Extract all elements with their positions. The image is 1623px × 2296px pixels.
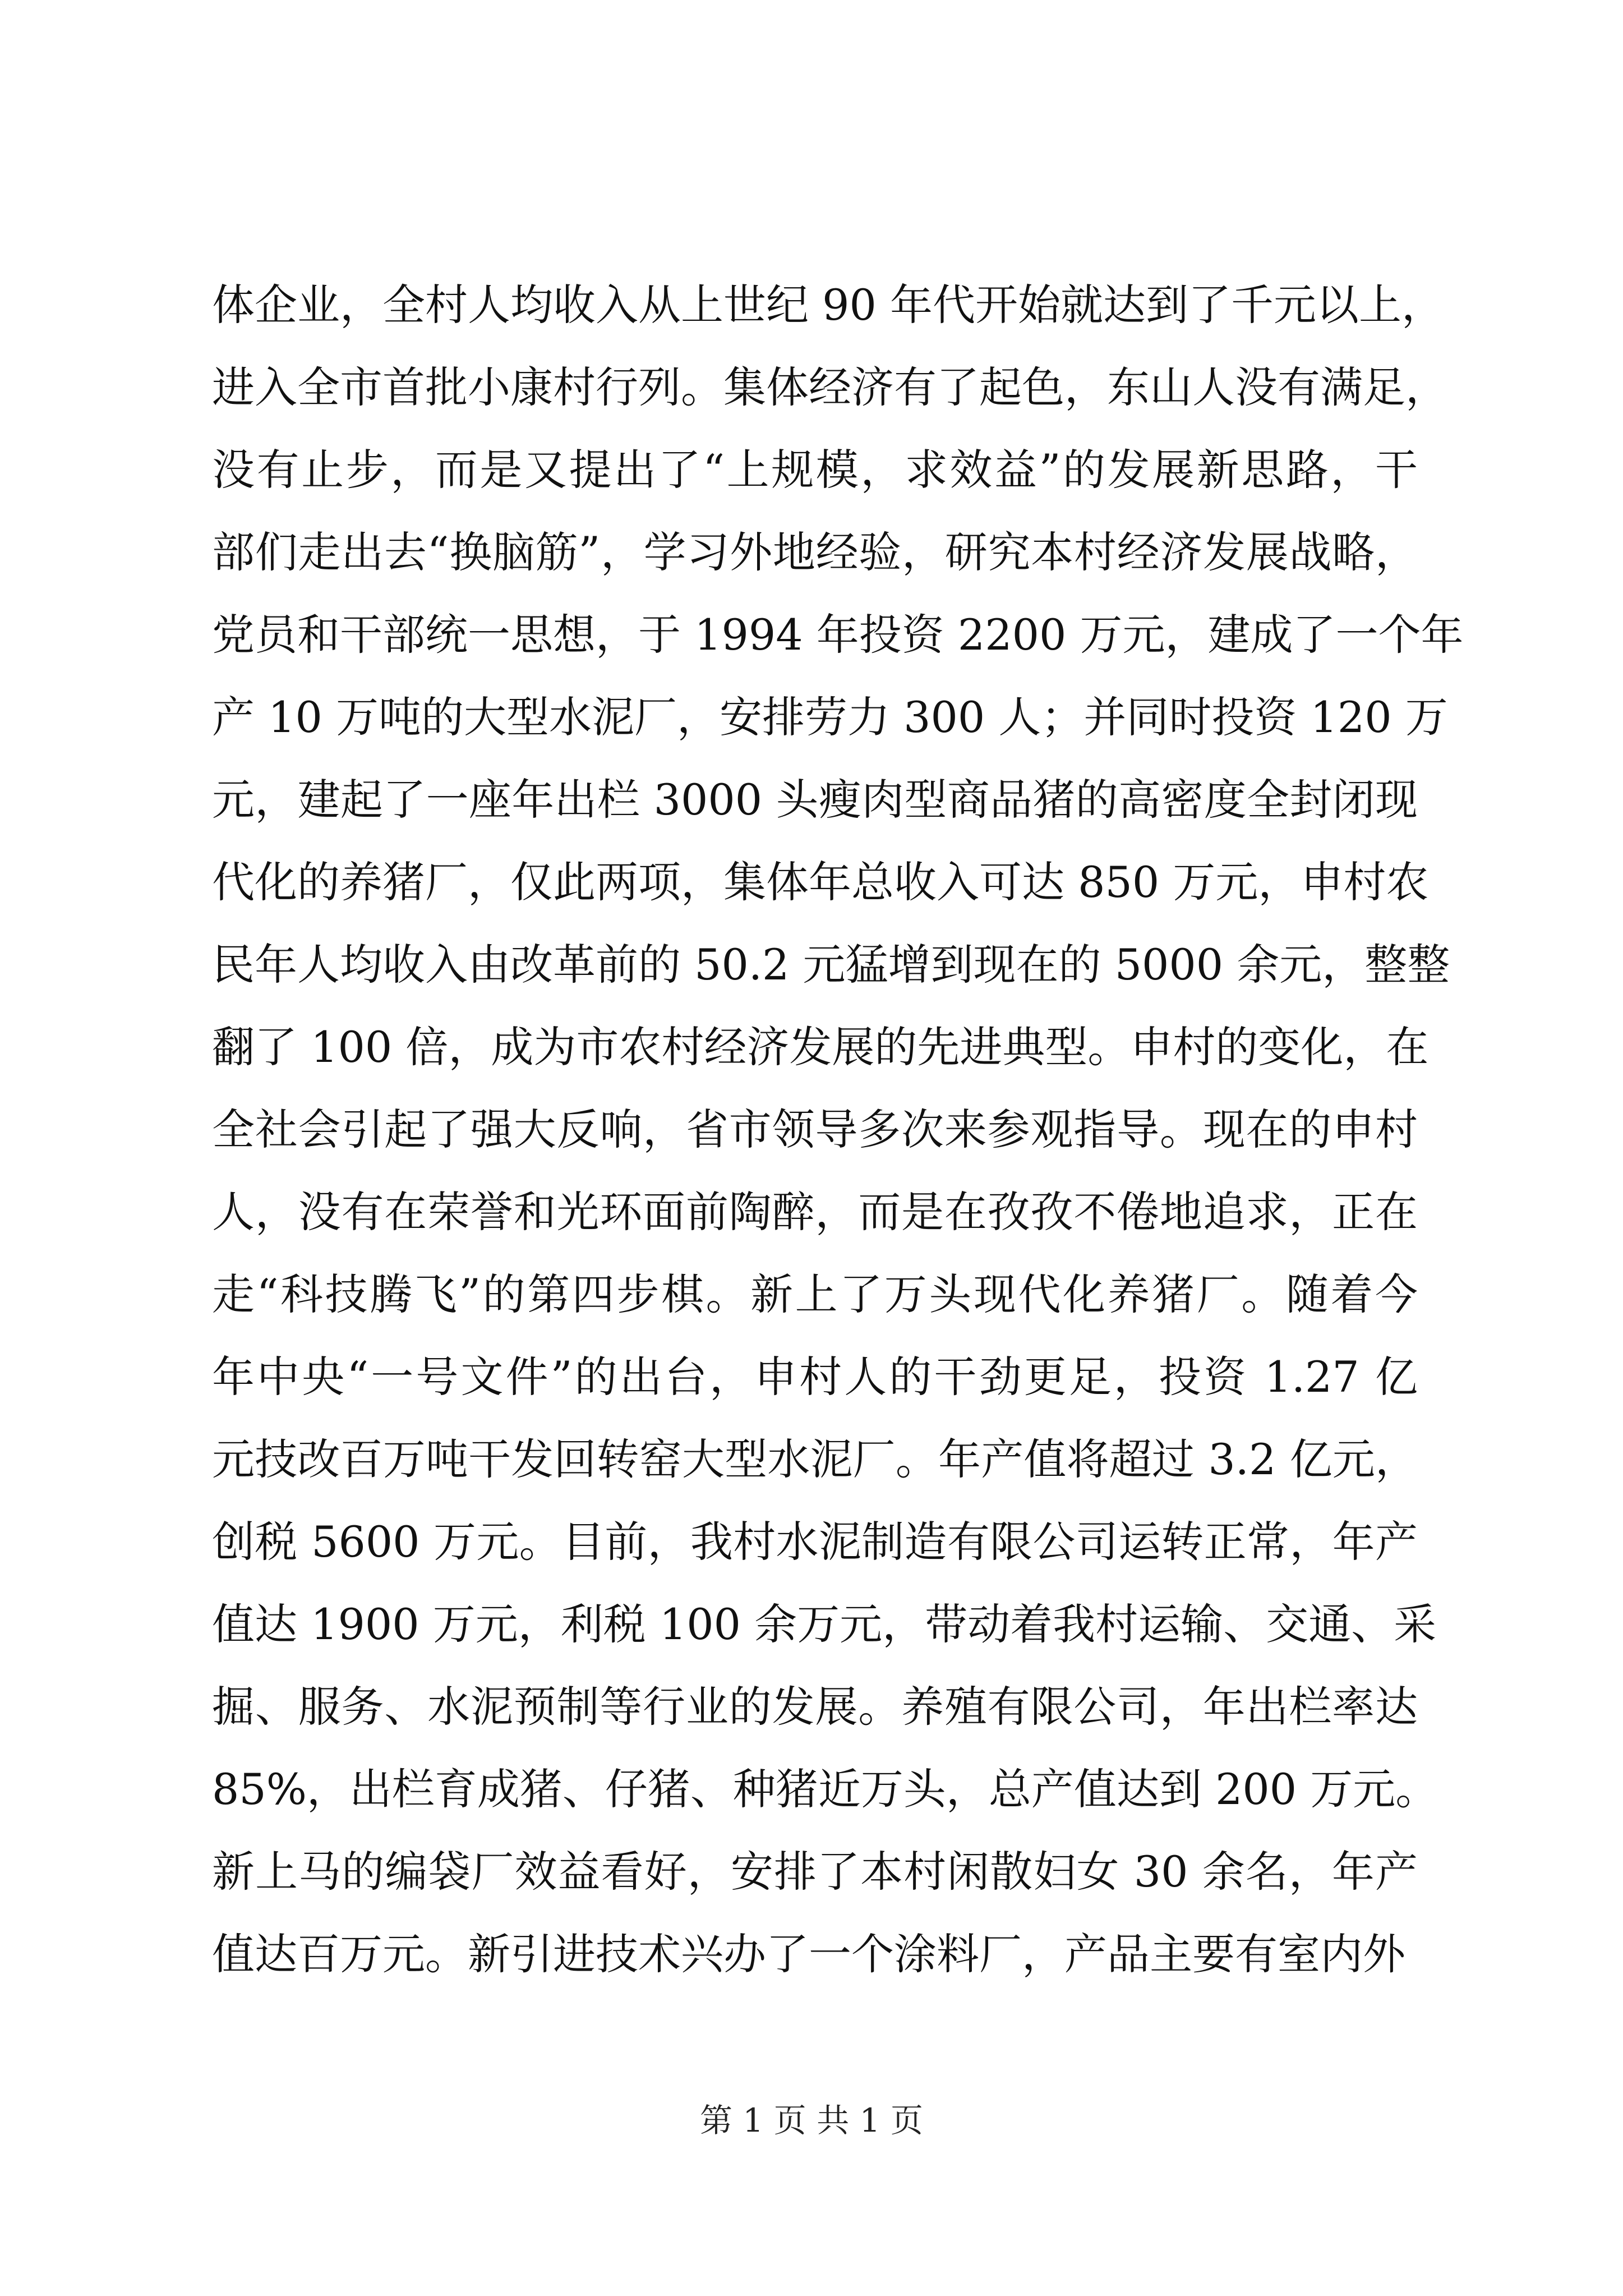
text-line: 人，没有在荣誉和光环面前陶醉，而是在孜孜不倦地追求，正在 — [212, 1187, 1418, 1237]
text-line: 没有止步，而是又提出了“上规模，求效益”的发展新思路，干 — [212, 445, 1418, 495]
text-line: 翻了 100 倍，成为市农村经济发展的先进典型。申村的变化，在 — [212, 1022, 1429, 1072]
text-line: 代化的养猪厂，仅此两项，集体年总收入可达 850 万元，申村农 — [212, 857, 1429, 907]
text-line: 85%，出栏育成猪、仔猪、种猪近万头，总产值达到 200 万元。 — [212, 1764, 1438, 1814]
text-line: 元技改百万吨干发回转窑大型水泥厂。年产值将超过 3.2 亿元， — [212, 1434, 1418, 1484]
text-line: 进入全市首批小康村行列。集体经济有了起色，东山人没有满足， — [212, 362, 1448, 412]
text-line: 年中央“一号文件”的出台，申村人的干劲更足，投资 1.27 亿 — [212, 1352, 1418, 1402]
text-line: 产 10 万吨的大型水泥厂，安排劳力 300 人；并同时投资 120 万 — [212, 692, 1448, 742]
text-line: 值达百万元。新引进技术兴办了一个涂料厂，产品主要有室内外 — [212, 1929, 1405, 1979]
text-line: 全社会引起了强大反响，省市领导多次来参观指导。现在的申村 — [212, 1105, 1418, 1154]
page-footer: 第 1 页 共 1 页 — [700, 2101, 923, 2139]
text-line: 体企业，全村人均收入从上世纪 90 年代开始就达到了千元以上， — [212, 280, 1445, 330]
text-line: 部们走出去“换脑筋”，学习外地经验，研究本村经济发展战略， — [212, 527, 1418, 577]
text-line: 走“科技腾飞”的第四步棋。新上了万头现代化养猪厂。随着今 — [212, 1269, 1418, 1319]
text-line: 民年人均收入由改革前的 50.2 元猛增到现在的 5000 余元，整整 — [212, 940, 1450, 990]
text-line: 党员和干部统一思想，于 1994 年投资 2200 万元，建成了一个年 — [212, 610, 1464, 660]
text-line: 创税 5600 万元。目前，我村水泥制造有限公司运转正常，年产 — [212, 1517, 1418, 1567]
text-line: 掘、服务、水泥预制等行业的发展。养殖有限公司，年出栏率达 — [212, 1682, 1418, 1732]
body-text — [212, 264, 1464, 1995]
text-line: 值达 1900 万元，利税 100 余万元，带动着我村运输、交通、采 — [212, 1599, 1437, 1649]
text-line: 新上马的编袋厂效益看好，安排了本村闲散妇女 30 余名，年产 — [212, 1847, 1418, 1897]
text-line: 元，建起了一座年出栏 3000 头瘦肉型商品猪的高密度全封闭现 — [212, 775, 1418, 825]
